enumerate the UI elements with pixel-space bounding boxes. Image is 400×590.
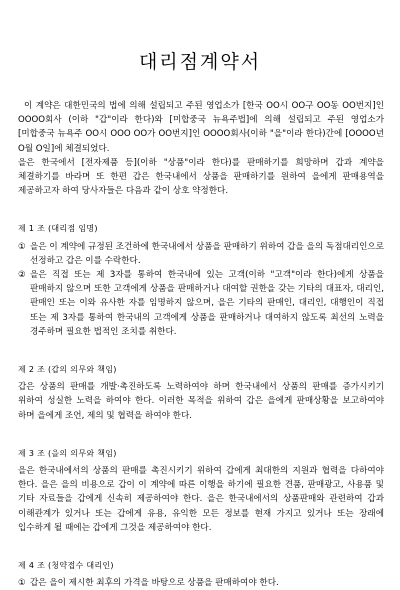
item-text: 을은 이 계약에 규정된 조건하에 한국내에서 상품을 판매하기 위하여 갑을 을의 독점대리인으로 선정하고 갑은 이를 수락한다. [30, 241, 384, 266]
item-number: ② [18, 270, 26, 281]
intro-paragraph: 을은 한국에서 [전자제품 등](이하 "상품"이라 한다)를 판매하기를 희망하며 갑과 계약을 체결하기를 바라며 또 한편 갑은 한국내에서 상품을 판매하기를 원하여 을에게 판매용역을 제공하고자 하여 당사자들은 다음과 같이 상호 약정한다. [18, 157, 384, 197]
document-title: 대리점계약서 [138, 50, 262, 73]
item-number: ① [18, 241, 26, 252]
article-4 [18, 559, 384, 590]
article-heading: 제 4 조 (청약접수 대리인) [18, 561, 114, 571]
item-number: ① [18, 578, 26, 589]
intro-section [18, 99, 384, 198]
article-item [18, 576, 384, 590]
article-item [18, 268, 384, 339]
article-heading: 제 2 조 (갑의 의무와 책임) [18, 365, 117, 375]
article-heading: 제 1 조 (대리점 임명) [18, 224, 98, 234]
article-1 [18, 222, 384, 339]
item-text: 을은 직접 또는 제 3자를 통하여 한국내에 있는 고객(이하 "고객"이라 한다)에게 상품을 판매하지 않으며 또한 고객에게 상품을 판매하거나 대여할 권한을 갖는 기타의 대표자, 대리인, 판매인 또는 이와 유사한 자를 임명하지 않으며, 을은 기타의 판매인, 대리인, 대행인이 직접 또는 제 3자를 통하여 한국내의 고객에게 상품을 판매하거나 대여하지 않도록 최선의 노력을 경주하며 필요한 법적인 조치를 취한다. [30, 270, 384, 337]
document-body [18, 99, 384, 590]
article-body: 갑은 상품의 판매를 개발·촉진하도록 노력하여야 하며 한국내에서 상품의 판매를 증가시키기 위하여 성실한 노력을 하여야 한다. 이러한 목적을 위하여 갑은 을에게 판매상황을 보고하여야 하며 을에게 조언, 제의 및 협력을 하여야 한다. [18, 382, 384, 421]
item-text: 갑은 을이 제시한 최후의 가격을 바탕으로 상품을 판매하여야 한다. [30, 578, 279, 589]
article-3 [18, 447, 384, 535]
intro-paragraph: 이 계약은 대한민국의 법에 의해 설립되고 주된 영업소가 [한국 OO시 OO구 OO동 OO번지]인 OOOO회사 (이하 "갑"이라 한다)와 [미합중국 뉴욕주법]에 의해 설립되고 주된 영업소가 [미합중국 뉴욕주 OO시 OOO OO가 OO번지]인 OOOO회사(이하 "을"이라 한다)간에 [OOOO년 O월 O일]에 체결되었다. [18, 101, 384, 154]
article-2 [18, 363, 384, 423]
article-body: 을은 한국내에서의 상품의 판매를 촉진시키기 위하여 갑에게 최대한의 지원과 협력을 다하여야 한다. 을은 을의 비용으로 갑이 이 계약에 따른 이행을 하기에 필요한 견품, 판매광고, 사용품 및 기타 자료들을 갑에게 신속히 제공하여야 한다. 을은 한국내에서의 상품판매와 관련하여 갑과 이해관계가 있거나 또는 갑에게 유용, 유익한 모든 정보를 현재 가지고 있거나 또는 장래에 입수하게 될 때에는 갑에게 그것을 제공하여야 한다. [18, 466, 384, 533]
article-heading: 제 3 조 (을의 의무와 책임) [18, 448, 117, 458]
article-item [18, 240, 384, 268]
